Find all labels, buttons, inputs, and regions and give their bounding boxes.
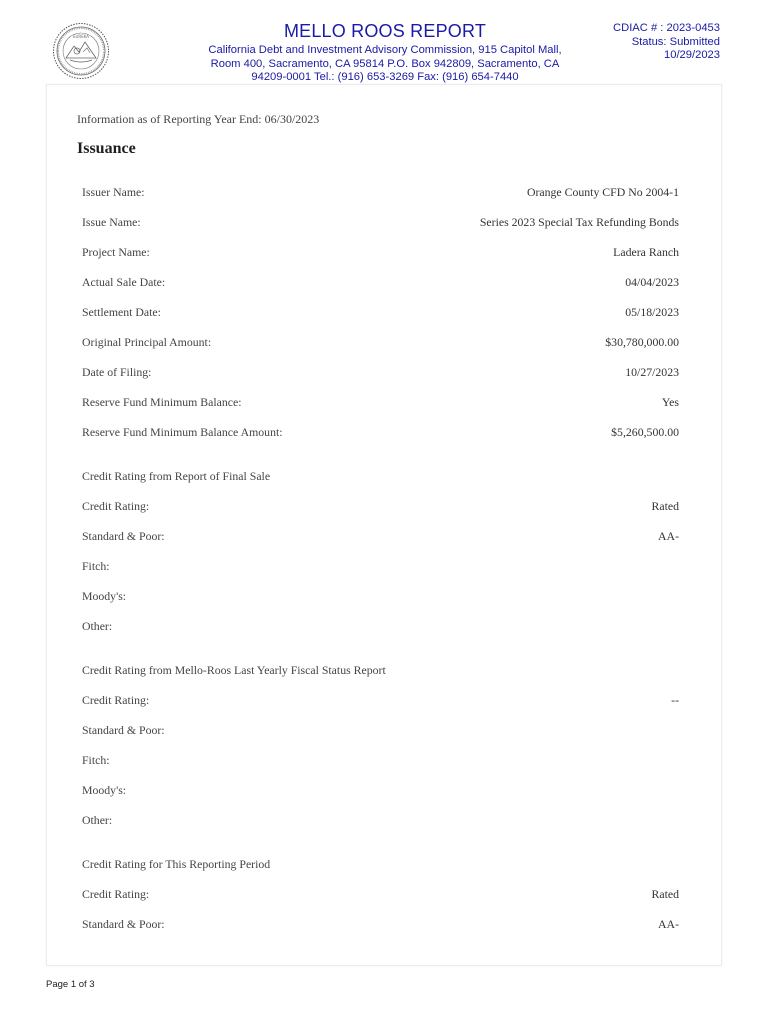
rating-row-standard-poor [82,715,679,745]
field-value: AA- [658,916,679,931]
field-label: Original Principal Amount: [82,334,212,349]
field-row-issuer-name [82,177,679,207]
field-value: Orange County CFD No 2004-1 [526,184,679,199]
field-label: Issuer Name: [82,184,145,199]
report-header [190,20,580,85]
field-value: 04/04/2023 [625,274,679,289]
field-label: Standard & Poor: [82,916,165,931]
rating-row-other [82,805,679,835]
field-label: Other: [82,812,113,827]
rating-row-moodys [82,775,679,805]
field-row-date-of-filing [82,357,679,387]
field-label: Issue Name: [82,214,141,229]
field-row-issue-name [82,207,679,237]
field-label: Reserve Fund Minimum Balance: [82,394,242,409]
field-value: Rated [651,498,679,513]
field-row-settlement-date [82,297,679,327]
cdiac-number: CDIAC # : 2023-0453 [613,22,720,34]
field-label: Actual Sale Date: [82,274,166,289]
field-value: Ladera Ranch [613,244,679,259]
field-label: Fitch: [82,558,110,573]
field-value: AA- [658,528,679,543]
field-value: 05/18/2023 [625,304,679,319]
field-row-original-principal [82,327,679,357]
field-value: 10/27/2023 [625,364,679,379]
svg-text:EUREKA: EUREKA [72,34,90,39]
commission-address-line-2: Room 400, Sacramento, CA 95814 P.O. Box 942809, Sacramento, CA [210,57,560,70]
rating-row-fitch [82,551,679,581]
issuance-fields [82,177,679,939]
field-label: Credit Rating: [82,498,150,513]
field-value: Yes [661,394,679,409]
field-row-reserve-fund-amount [82,417,679,447]
commission-address-line-1: California Debt and Investment Advisory Commission, 915 Capitol Mall, [208,44,562,56]
field-label: Standard & Poor: [82,528,165,543]
field-row-actual-sale-date [82,267,679,297]
reporting-year-info: Information as of Reporting Year End: 06/30/2023 [77,112,320,126]
field-label: Other: [82,618,113,633]
field-label: Credit Rating: [82,886,150,901]
report-meta [613,22,720,63]
field-value: Series 2023 Special Tax Refunding Bonds [479,214,679,229]
field-value: Rated [651,886,679,901]
subhead-final-sale-rating: Credit Rating from Report of Final Sale [82,468,271,483]
status-badge: Status: Submitted [631,35,720,48]
rating-row-credit-rating [82,879,679,909]
report-title: MELLO ROOS REPORT [283,21,487,41]
section-title-issuance: Issuance [77,140,136,157]
field-label: Moody's: [82,782,127,797]
field-label: Project Name: [82,244,150,259]
rating-row-fitch [82,745,679,775]
field-row-project-name [82,237,679,267]
field-value: $5,260,500.00 [611,424,679,439]
field-label: Moody's: [82,588,127,603]
page-number: Page 1 of 3 [46,979,95,990]
field-value: -- [671,692,679,707]
rating-row-standard-poor [82,909,679,939]
field-row-reserve-fund-min [82,387,679,417]
submission-date: 10/29/2023 [664,49,720,61]
subhead-this-period-rating: Credit Rating for This Reporting Period [82,856,271,871]
field-label: Credit Rating: [82,692,150,707]
field-label: Settlement Date: [82,304,161,319]
rating-row-credit-rating [82,685,679,715]
field-label: Fitch: [82,752,110,767]
rating-row-moodys [82,581,679,611]
rating-row-credit-rating [82,491,679,521]
field-label: Standard & Poor: [82,722,165,737]
field-label: Date of Filing: [82,364,152,379]
commission-address-line-3: 94209-0001 Tel.: (916) 653-3269 Fax: (916) 654-7440 [251,71,519,83]
report-card [46,84,722,966]
field-value: $30,780,000.00 [605,334,679,349]
subhead-last-yearly-rating: Credit Rating from Mello-Roos Last Yearly Fiscal Status Report [82,662,386,677]
field-label: Reserve Fund Minimum Balance Amount: [82,424,283,439]
rating-row-other [82,611,679,641]
rating-row-standard-poor [82,521,679,551]
california-state-seal-icon [52,22,110,80]
